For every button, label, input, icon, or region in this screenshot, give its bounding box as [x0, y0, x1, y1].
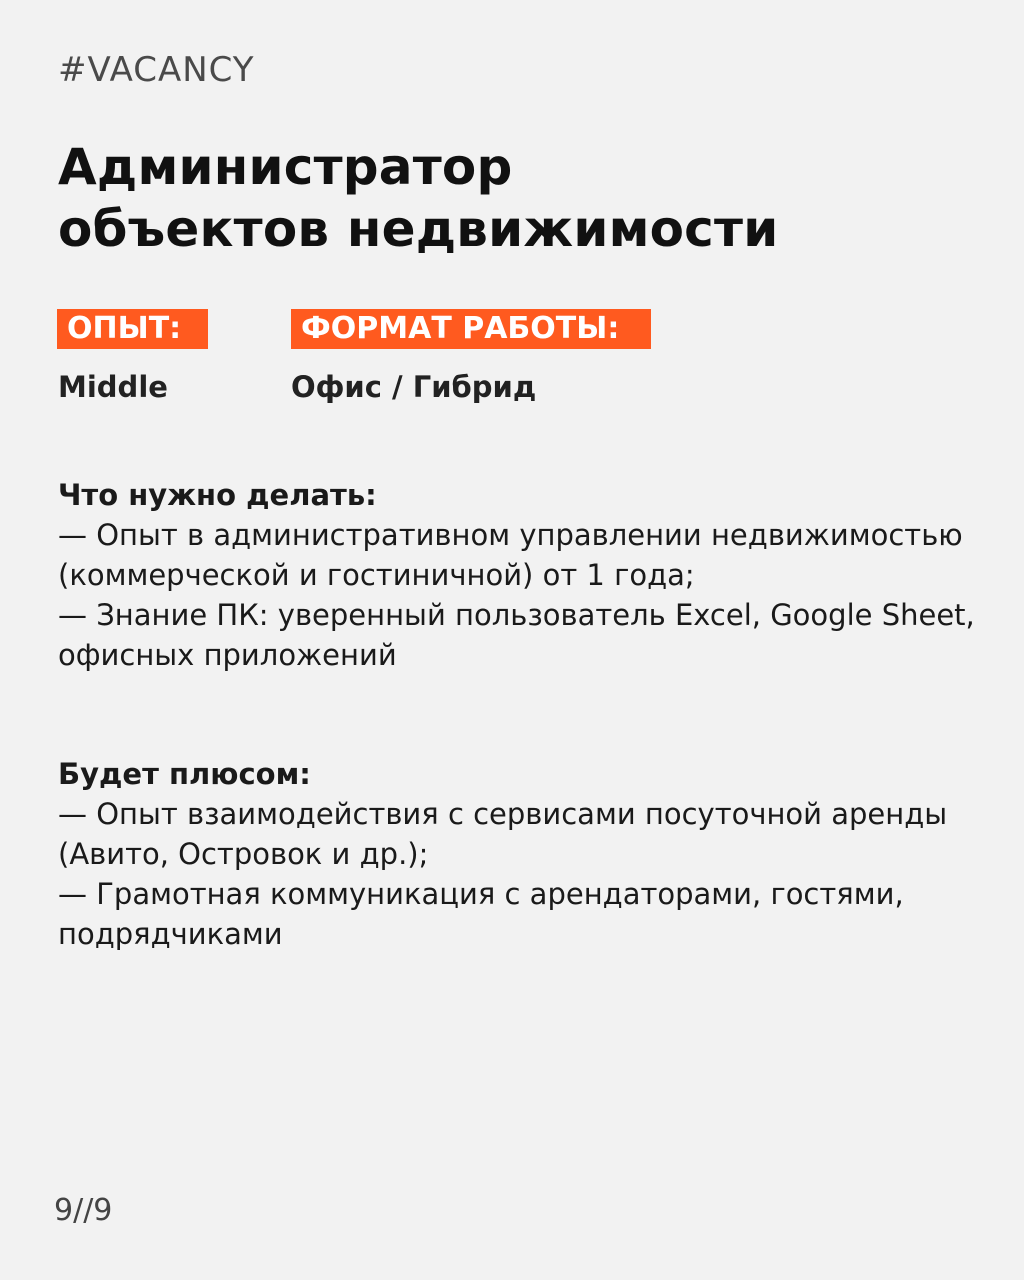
list-item: — Знание ПК: уверенный пользователь Excel, Google Sheet, офисных приложений — [58, 598, 975, 672]
experience-value: Middle — [58, 370, 168, 404]
page-title — [58, 136, 998, 260]
hashtag: #VACANCY — [58, 50, 255, 90]
work-format-label: ФОРМАТ РАБОТЫ: — [291, 309, 651, 349]
page-counter: 9//9 — [54, 1193, 113, 1228]
nice-to-have-section — [58, 754, 998, 954]
title-line-2: объектов недвижимости — [58, 200, 779, 258]
list-item: — Грамотная коммуникация с арендаторами, гостями, подрядчиками — [58, 877, 904, 951]
responsibilities-section — [58, 475, 998, 675]
list-item: — Опыт взаимодействия с сервисами посуточной аренды (Авито, Островок и др.); — [58, 797, 948, 871]
experience-label: ОПЫТ: — [57, 309, 208, 349]
title-line-1: Администратор — [58, 138, 513, 196]
list-item: — Опыт в административном управлении недвижимостью (коммерческой и гостиничной) от 1 года; — [58, 518, 963, 592]
responsibilities-heading: Что нужно делать: — [58, 478, 377, 512]
nice-to-have-heading: Будет плюсом: — [58, 757, 311, 791]
work-format-value: Офис / Гибрид — [291, 370, 537, 404]
